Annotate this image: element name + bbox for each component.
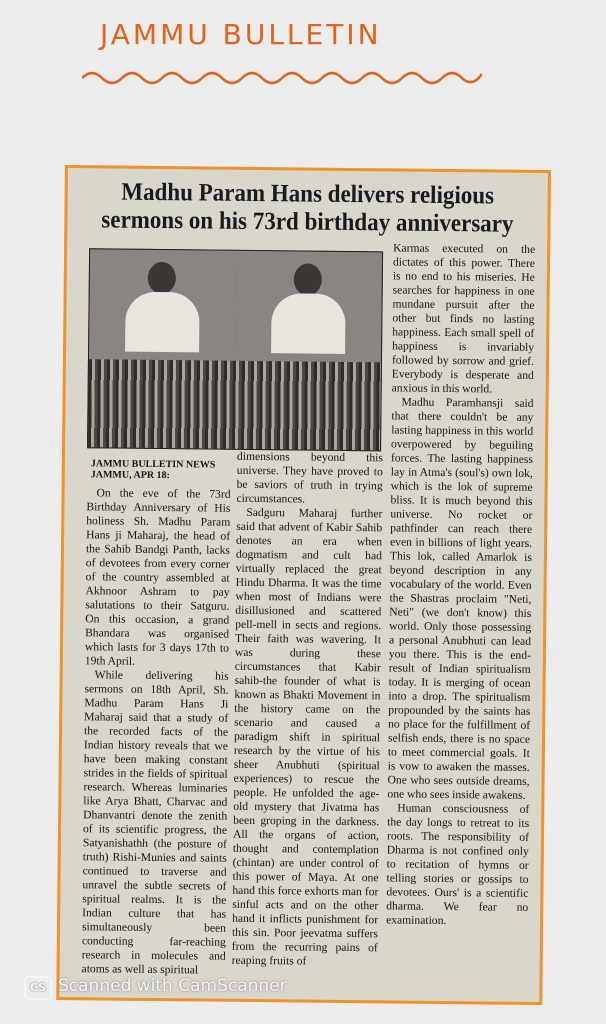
- byline: [91, 458, 216, 481]
- paragraph: dimensions beyond this universe. They have proved to be saviors of truth in trying circumstances.: [236, 449, 384, 506]
- wavy-underline: [82, 64, 482, 88]
- paragraph: Human consciousness of the day longs to retreat to its roots. The responsibility of Dharma is not confined only to recitation of hymns or telling stories or gossips to devotees. Ours' is a scientific dharma. We fear no examination.: [386, 801, 530, 928]
- article-column-1: [82, 486, 231, 977]
- paragraph: Sadguru Maharaj further said that advent of Kabir Sahib denotes an era when dogmatism and cult had virtually replaced the great Hindu Dharma. It was the time when most of Indians were disillusioned and scattered pell-mell in sects and regions. Their faith was wavering. It was during these circumstances that Kabir sahib-the founder of what is known as Bhakti Movement in the history came on the scenario and caused a paradigm shift in spiritual research by the virtue of his sheer Anubhuti (spiritual experiences) to rescue the people. He unfolded the age-old mystery that Jivatma has been groping in the darkness. All the organs of action, thought and contemplation (chintan) are under control of this power of Maya. At one hand this force exhorts man for sinful acts and on the other hand it inflicts punishment for this sin. Poor jeevatma suffers from the recurring pains of reaping fruits of: [231, 505, 383, 968]
- paragraph: While delivering his sermons on 18th April, Sh. Madhu Param Hans Ji Maharaj said that a study of the recorded facts of the Indian history reveals that we have been making constant strides in the fields of spiritual research. Whereas luminaries like Arya Bhatt, Charvac and Dhanvantri denote the zenith of its scientific progress, the Satyanishathh (the posture of truth) Rishi-Munies and saints continued to traverse and unravel the subtle secrets of spiritual realms. It is the Indian culture that has simultaneously been conducting far-reaching research in molecules and atoms as well as spiritual: [81, 668, 229, 977]
- speaker-photo-left: [89, 249, 236, 361]
- article-column-2: [232, 450, 383, 970]
- scanner-watermark: [24, 976, 287, 1000]
- camscanner-logo-icon: CS: [24, 976, 52, 1000]
- article-photo: [87, 248, 383, 451]
- paragraph: On the eve of the 73rd Birthday Anniversary of His holiness Sh. Madhu Param Hans ji Maharaj, the head of the Sahib Bandgi Panth, lacks of devotees from every corner of the country assembled at Akhnoor Ashram to pay salutations to their Satguru. On this occasion, a grand Bhandara was organised which lasts for 3 days 17th to 19th April.: [84, 486, 231, 668]
- paragraph: Karmas executed on the dictates of this power. There is no end to his miseries. He searches for happiness in one mundane pursuit after the other but finds no lasting happiness. Each small spell of happiness is invariably followed by sorrow and grief. Everybody is desperate and anxious in this world.: [391, 241, 536, 396]
- article-headline: Madhu Param Hans delivers religious sermons on his 73rd birthday anniversary: [101, 178, 514, 238]
- watermark-text: Scanned with CamScanner: [58, 976, 287, 996]
- dateline: JAMMU, APR 18:: [90, 469, 170, 482]
- speaker-photo-right: [235, 251, 382, 363]
- handwritten-title: JAMMU BULLETIN: [100, 18, 382, 51]
- crowd-photo: [88, 359, 381, 450]
- newspaper-clipping: [56, 165, 551, 1005]
- article-column-3: [386, 241, 535, 928]
- byline-source: JAMMU BULLETIN NEWS: [90, 458, 216, 471]
- paragraph: Madhu Paramhansji said that there couldn't be any lasting happiness in this world overpowered by beguiling forces. The lasting happiness lay in Atma's (soul's) own lok, which is the lok of supreme bliss. It is much beyond this universe. No rocket or pathfinder can reach there even in billions of light years. This lok, called Amarlok is beyond description in any vocabulary of the world. Even the Shastras proclaim "Neti, Neti" (we don't know) this world. Only those possessing a personal Anubhuti can lead you there. This is the end-result of Indian spiritualism today. It is merging of ocean into a drop. The spiritualism propounded by the saints has no place for the fulfillment of selfish ends, there is no space to meet commercial goals. It is vow to awaken the masses. One who sees outside dreams, one who sees inside awakens.: [387, 395, 534, 802]
